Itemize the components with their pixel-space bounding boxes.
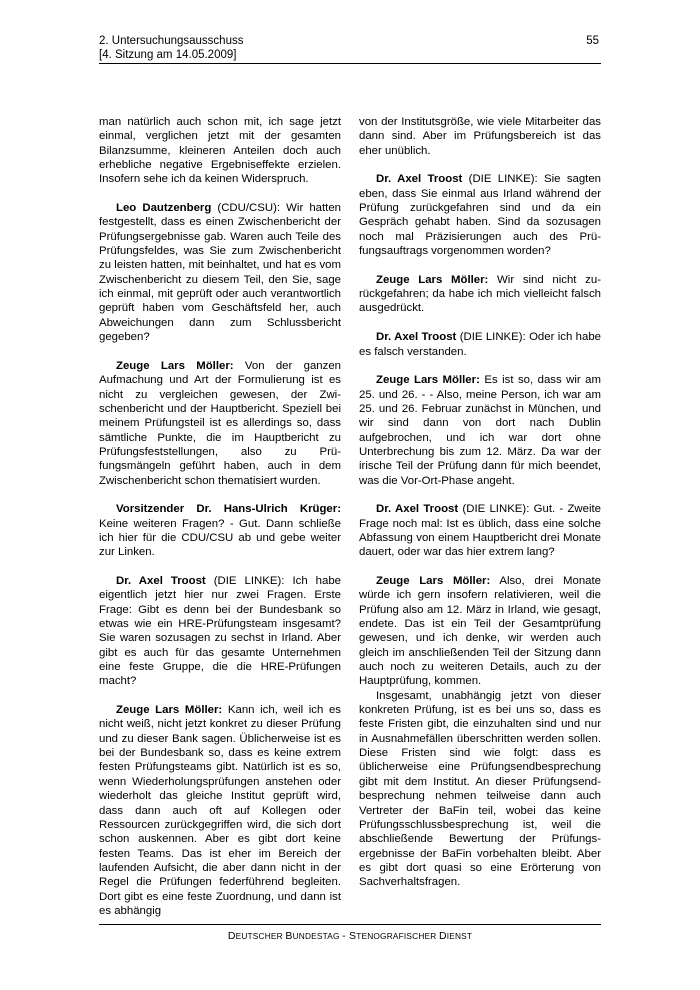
paragraph <box>359 689 601 890</box>
speaker-name: Dr. Axel Troost <box>376 331 457 344</box>
session-date: [4. Sitzung am 14.05.2009] <box>99 49 237 61</box>
paragraph-text: Gut. - Zweite Frage noch mal: Ist es üblich, dass eine solche Abfassung von einem Hauptbericht drei Monate dauert, oder war das hier extrem lang? <box>359 503 602 559</box>
speaker-name: Zeuge Lars Möller: <box>376 273 489 286</box>
speaker-name: Zeuge Lars Möller: <box>376 374 480 387</box>
right-column <box>359 115 601 904</box>
speaker-affiliation: (DIE LINKE): <box>462 173 545 186</box>
speaker-name: Leo Dautzenberg <box>116 202 212 215</box>
header-divider <box>99 63 601 64</box>
speaker-affiliation <box>488 274 497 286</box>
paragraph-text: Oder ich habe es falsch verstanden. <box>359 331 601 358</box>
speaker-affiliation: (CDU/CSU): <box>211 202 287 215</box>
footer-word: - STENOGRAFISCHER <box>342 930 439 942</box>
paragraph <box>99 201 341 344</box>
paragraph-text: Ich habe eigentlich jetzt hier nur zwei Fragen. Erste Frage: Gibt es denn bei der Bundesbank so etwas wie ein HRE-Prüfungsteam insgesamt? Sie waren sozusagen zu sechst in Irland. Aber gibt es auch für das gesamte Unternehmen eine feste Gruppe, die die HRE-Prüfungen macht? <box>99 575 342 688</box>
paragraph-text: Von der ganzen Aufmachung und Art der Formulierung ist es nicht zu vergleichen gewesen, der Zwischenbericht und der Hauptbericht. Speziell bei meinem Prüfungsteil ist es allerdings so, dass sämtliche Punkte, die im Hauptbericht zu Prüfungsfeststellungen, also zu Prüfungsmängeln geführt haben, auch in dem Zwischenbericht schon thematisiert wurden. <box>99 359 341 487</box>
speaker-name: Zeuge Lars Möller: <box>376 575 491 587</box>
paragraph-text: von der Institutsgröße, wie viele Mitarbeiter das dann sind. Aber im Prüfungsbereich ist das eher unüblich. <box>359 116 601 157</box>
paragraph-text: Es ist so, dass wir am 25. und 26. - - Also, meine Person, ich war am 25. und 26. Februar zunächst in München, und wir sind dann von dort nach Dublin aufgebrochen, und ich war dort ohne Unterbrechung bis zum 12. März. Da war der irische Teil der Prüfung dann für mich beendet, was die Vor-Ort-Phase angeht. <box>359 374 601 487</box>
paragraph-text: Keine weiteren Fragen? - Gut. Dann schließe ich hier für die CDU/CSU ab und gebe weiter zur Linken. <box>99 517 341 559</box>
speaker-name: Vorsitzender Dr. Hans-Ulrich Krüger: <box>116 503 341 516</box>
committee-title: 2. Untersuchungsausschuss <box>99 35 244 47</box>
speaker-name: Zeuge Lars Möller: <box>116 359 234 372</box>
paragraph-text: Also, drei Monate würde ich gern insofern relativieren, weil die Prüfung also am 12. März in Irland, wie gesagt, endete. Das ist ein Teil der Gesamtprüfung gewesen, und ich denke, wir werden auch gleich im anschließenden Teil der Sitzung dann auch noch zu weiteren Details, auch zu der Hauptprüfung, kommen. <box>359 575 601 688</box>
paragraph <box>359 172 601 258</box>
speaker-name: Dr. Axel Troost <box>376 503 459 516</box>
speaker-name: Dr. Axel Troost <box>376 173 463 186</box>
footer-word: DIENST <box>438 930 473 942</box>
page-number: 55 <box>586 35 599 47</box>
paragraph-text: Wir sind nicht zurückgefahren; da habe ich mich vielleicht falsch ausgedrückt. <box>359 273 601 315</box>
paragraph <box>99 574 341 689</box>
paragraph <box>359 273 601 316</box>
paragraph-text: man natürlich auch schon mit, ich sage jetzt einmal, verglichen jetzt mit der gesamten Bilanzsumme, kleineren Anteilen doch auch erhebliche negative Ergebniseffekte erzielen. Insofern sehe ich da keinen Widerspruch. <box>99 116 341 186</box>
footer-word: BUNDESTAG <box>285 930 343 942</box>
paragraph <box>99 703 341 918</box>
footer-word: DEUTSCHER <box>227 930 286 942</box>
paragraph <box>359 574 601 689</box>
paragraph-text: Insgesamt, unabhängig jetzt von dieser konkreten Prüfung, ist es bei uns so, dass es feste Fristen gibt, die einzuhalten sind und nur in Ausnahmefällen überschritten werden sollen. Diese Fristen sind wie folgt: dass es üblicherweise eine Prüfungsendbesprechung gibt mit dem Institut. An dieser Prüfungsendbesprechung nehmen teilweise dann auch Vertreter der BaFin teil, wobei das keine Prüfungsschlussbesprechung ist, weil die abschließende Bewertung der Prüfungsergebnisse der BaFin vorbehalten bleibt. Aber es gibt dort quasi so eine Erörterung von Sachverhaltsfragen. <box>359 689 601 889</box>
paragraph <box>99 359 341 488</box>
speaker-affiliation: (DIE LINKE): <box>205 575 293 587</box>
speaker-affiliation <box>234 360 245 372</box>
paragraph <box>359 115 601 158</box>
speaker-affiliation <box>490 575 499 587</box>
paragraph <box>99 115 341 187</box>
paragraph-text: Sie sagten eben, dass Sie einmal aus Irland während der Prüfung zurückgefahren sind und da ein Gespräch gehabt haben. Sind da sozusagen noch mal Präzisierungen auch des Prüfungsauftrags vorgenommen worden? <box>359 173 602 258</box>
footer-divider <box>99 924 601 925</box>
page-footer <box>99 930 601 942</box>
paragraph <box>359 502 601 559</box>
speaker-affiliation: (DIE LINKE): <box>458 503 534 516</box>
paragraph-text: Kann ich, weil ich es nicht weiß, nicht jetzt konkret zu dieser Prüfung und zu dieser Bank sagen. Üblicherweise ist es bei der Bundesbank so, dass es keine extrem festen Prüfungsteams gibt. Natürlich ist es so, wenn Wiederholungsprüfungen anstehen oder wiederholt das gleiche Institut geprüft wird, dass dann auch oft auf Kollegen oder Ressourcen zurückgegriffen wird, die sich dort schon auskennen. Aber es gibt dort keine festen Teams. Das ist eher im Bereich der laufenden Aufsicht, die aber dann nicht in der Regel die Prüfungen federführend begleiten. Dort gibt es eine feste Zuordnung, und dann ist es abhängig <box>99 704 342 917</box>
paragraph <box>359 330 601 359</box>
left-column <box>99 115 341 933</box>
speaker-affiliation: (DIE LINKE): <box>456 331 530 344</box>
paragraph <box>359 373 601 488</box>
speaker-name: Zeuge Lars Möller: <box>116 704 223 717</box>
speaker-name: Dr. Axel Troost <box>116 575 206 587</box>
paragraph-text: Wir hatten festgestellt, dass es einen Zwischenbericht der Prüfungsergebnisse gab. Waren auch Teile des Prüfungsfeldes, was Sie zum Zwischenbericht zu leisten hatten, mit beinhaltet, und hat es vom Zwischenbericht zu diesem Teil, den Sie, sage ich einmal, mit geprüft oder auch verantwortlich geprüft haben vom Geschäftsfeld her, auch Abweichungen dann zum Schlussbericht gegeben? <box>99 202 341 344</box>
paragraph <box>99 502 341 559</box>
page-header <box>99 34 599 62</box>
